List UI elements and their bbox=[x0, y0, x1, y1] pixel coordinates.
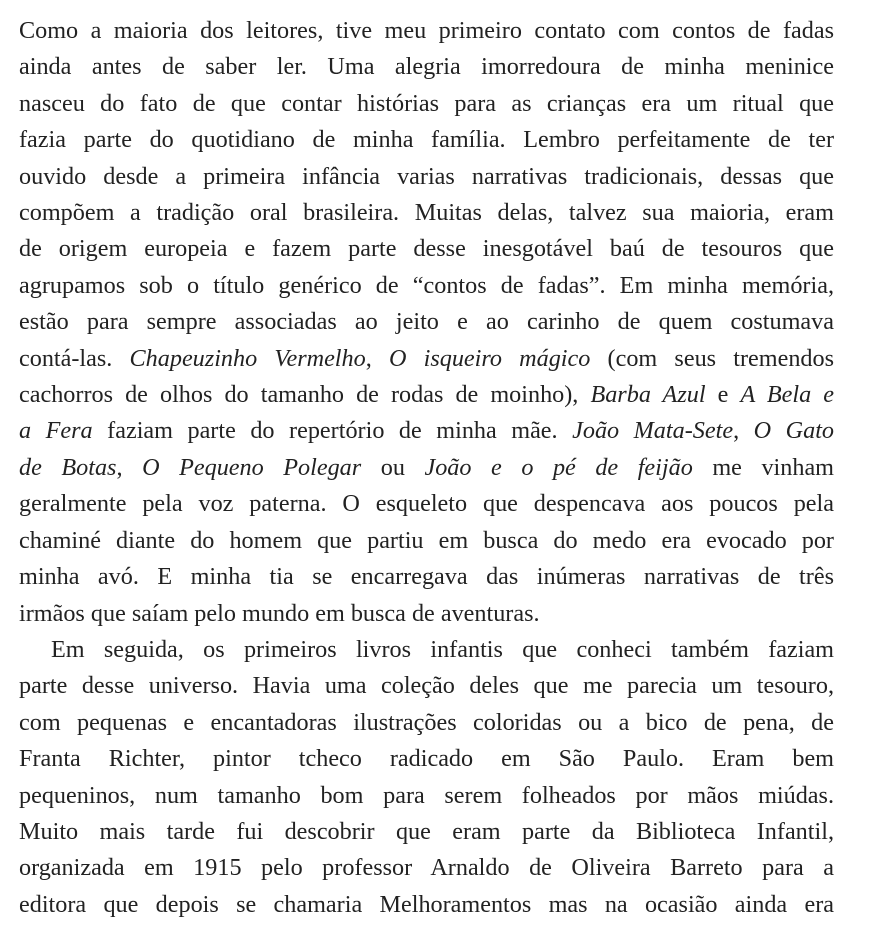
text-line bbox=[19, 231, 834, 267]
text-line bbox=[19, 596, 834, 632]
text-run: pequeninos, num tamanho bom para serem folheados por mãos miúdas. bbox=[19, 781, 834, 809]
italic-title: Barba Azul bbox=[590, 381, 706, 409]
text-line bbox=[19, 523, 834, 559]
text-run: Em seguida, os primeiros livros infantis que conheci também faziam bbox=[51, 635, 834, 663]
text-run: minha avó. E minha tia se encarregava das inúmeras narrativas de três bbox=[19, 563, 834, 591]
paragraph-2 bbox=[19, 632, 834, 923]
text-run: me vinham bbox=[692, 453, 834, 481]
text-run: nasceu do fato de que contar histórias para as crianças era um ritual que bbox=[19, 89, 834, 117]
text-line bbox=[19, 850, 834, 886]
italic-title: a Fera bbox=[19, 417, 93, 445]
text-line bbox=[19, 814, 834, 850]
text-line bbox=[19, 49, 834, 85]
text-run: faziam parte do repertório de minha mãe. bbox=[92, 417, 573, 445]
text-run: organizada em 1915 pelo professor Arnaldo de Oliveira Barreto para a bbox=[19, 854, 834, 882]
text-line bbox=[19, 887, 834, 923]
text-run: irmãos que saíam pelo mundo em busca de aventuras. bbox=[19, 599, 540, 627]
text-line bbox=[19, 159, 834, 195]
text-run: estão para sempre associadas ao jeito e ao carinho de quem costumava bbox=[19, 308, 834, 336]
italic-title: O Pequeno Polegar bbox=[142, 453, 362, 481]
text-line bbox=[19, 486, 834, 522]
italic-title: João Mata-Sete bbox=[572, 417, 734, 445]
text-run: ouvido desde a primeira infância varias narrativas tradicionais, dessas que bbox=[19, 162, 834, 190]
text-run: com pequenas e encantadoras ilustrações coloridas ou a bico de pena, de bbox=[19, 708, 834, 736]
text-run: agrupamos sob o título genérico de “contos de fadas”. Em minha memória, bbox=[19, 271, 834, 299]
italic-title: de Botas bbox=[19, 453, 117, 481]
text-line bbox=[19, 705, 834, 741]
text-run: editora que depois se chamaria Melhoramentos mas na ocasião ainda era bbox=[19, 890, 834, 918]
text-run: fazia parte do quotidiano de minha família. Lembro perfeitamente de ter bbox=[19, 126, 834, 154]
text-run: de origem europeia e fazem parte desse inesgotável baú de tesouros que bbox=[19, 235, 834, 263]
paragraph-1 bbox=[19, 13, 834, 632]
italic-title: A Bela e bbox=[740, 381, 834, 409]
italic-title: Chapeuzinho Vermelho bbox=[129, 344, 366, 372]
text-line bbox=[19, 122, 834, 158]
text-line bbox=[19, 304, 834, 340]
text-line bbox=[19, 86, 834, 122]
text-line bbox=[19, 632, 834, 668]
text-run: contá-las. bbox=[19, 344, 130, 372]
text-line bbox=[19, 377, 834, 413]
text-run: , bbox=[365, 344, 389, 372]
text-run: geralmente pela voz paterna. O esqueleto que despencava aos poucos pela bbox=[19, 490, 834, 518]
text-run: cachorros de olhos do tamanho de rodas de moinho), bbox=[19, 381, 591, 409]
text-run: , bbox=[116, 453, 143, 481]
text-run: parte desse universo. Havia uma coleção deles que me parecia um tesouro, bbox=[19, 672, 834, 700]
text-line bbox=[19, 413, 834, 449]
text-run: , bbox=[733, 417, 754, 445]
text-run: Como a maioria dos leitores, tive meu primeiro contato com contos de fadas bbox=[19, 17, 834, 44]
text-run: chaminé diante do homem que partiu em busca do medo era evocado por bbox=[19, 526, 834, 554]
text-line bbox=[19, 741, 834, 777]
italic-title: João e o pé de feijão bbox=[424, 453, 693, 481]
text-run: ainda antes de saber ler. Uma alegria imorredoura de minha meninice bbox=[19, 53, 834, 81]
italic-title: O isqueiro mágico bbox=[388, 344, 591, 372]
text-line bbox=[19, 268, 834, 304]
text-line bbox=[19, 559, 834, 595]
text-run: Muito mais tarde fui descobrir que eram parte da Biblioteca Infantil, bbox=[19, 817, 834, 845]
text-line bbox=[19, 450, 834, 486]
text-run: (com seus tremendos bbox=[590, 344, 835, 372]
text-line bbox=[19, 341, 834, 377]
italic-title: O Gato bbox=[753, 417, 835, 445]
text-run: compõem a tradição oral brasileira. Muitas delas, talvez sua maioria, eram bbox=[19, 199, 834, 227]
text-run: Franta Richter, pintor tcheco radicado em São Paulo. Eram bem bbox=[19, 745, 834, 773]
text-run: ou bbox=[361, 453, 425, 481]
text-line bbox=[19, 13, 834, 49]
text-line bbox=[19, 195, 834, 231]
text-line bbox=[19, 778, 834, 814]
text-run: e bbox=[705, 381, 741, 409]
text-line bbox=[19, 668, 834, 704]
